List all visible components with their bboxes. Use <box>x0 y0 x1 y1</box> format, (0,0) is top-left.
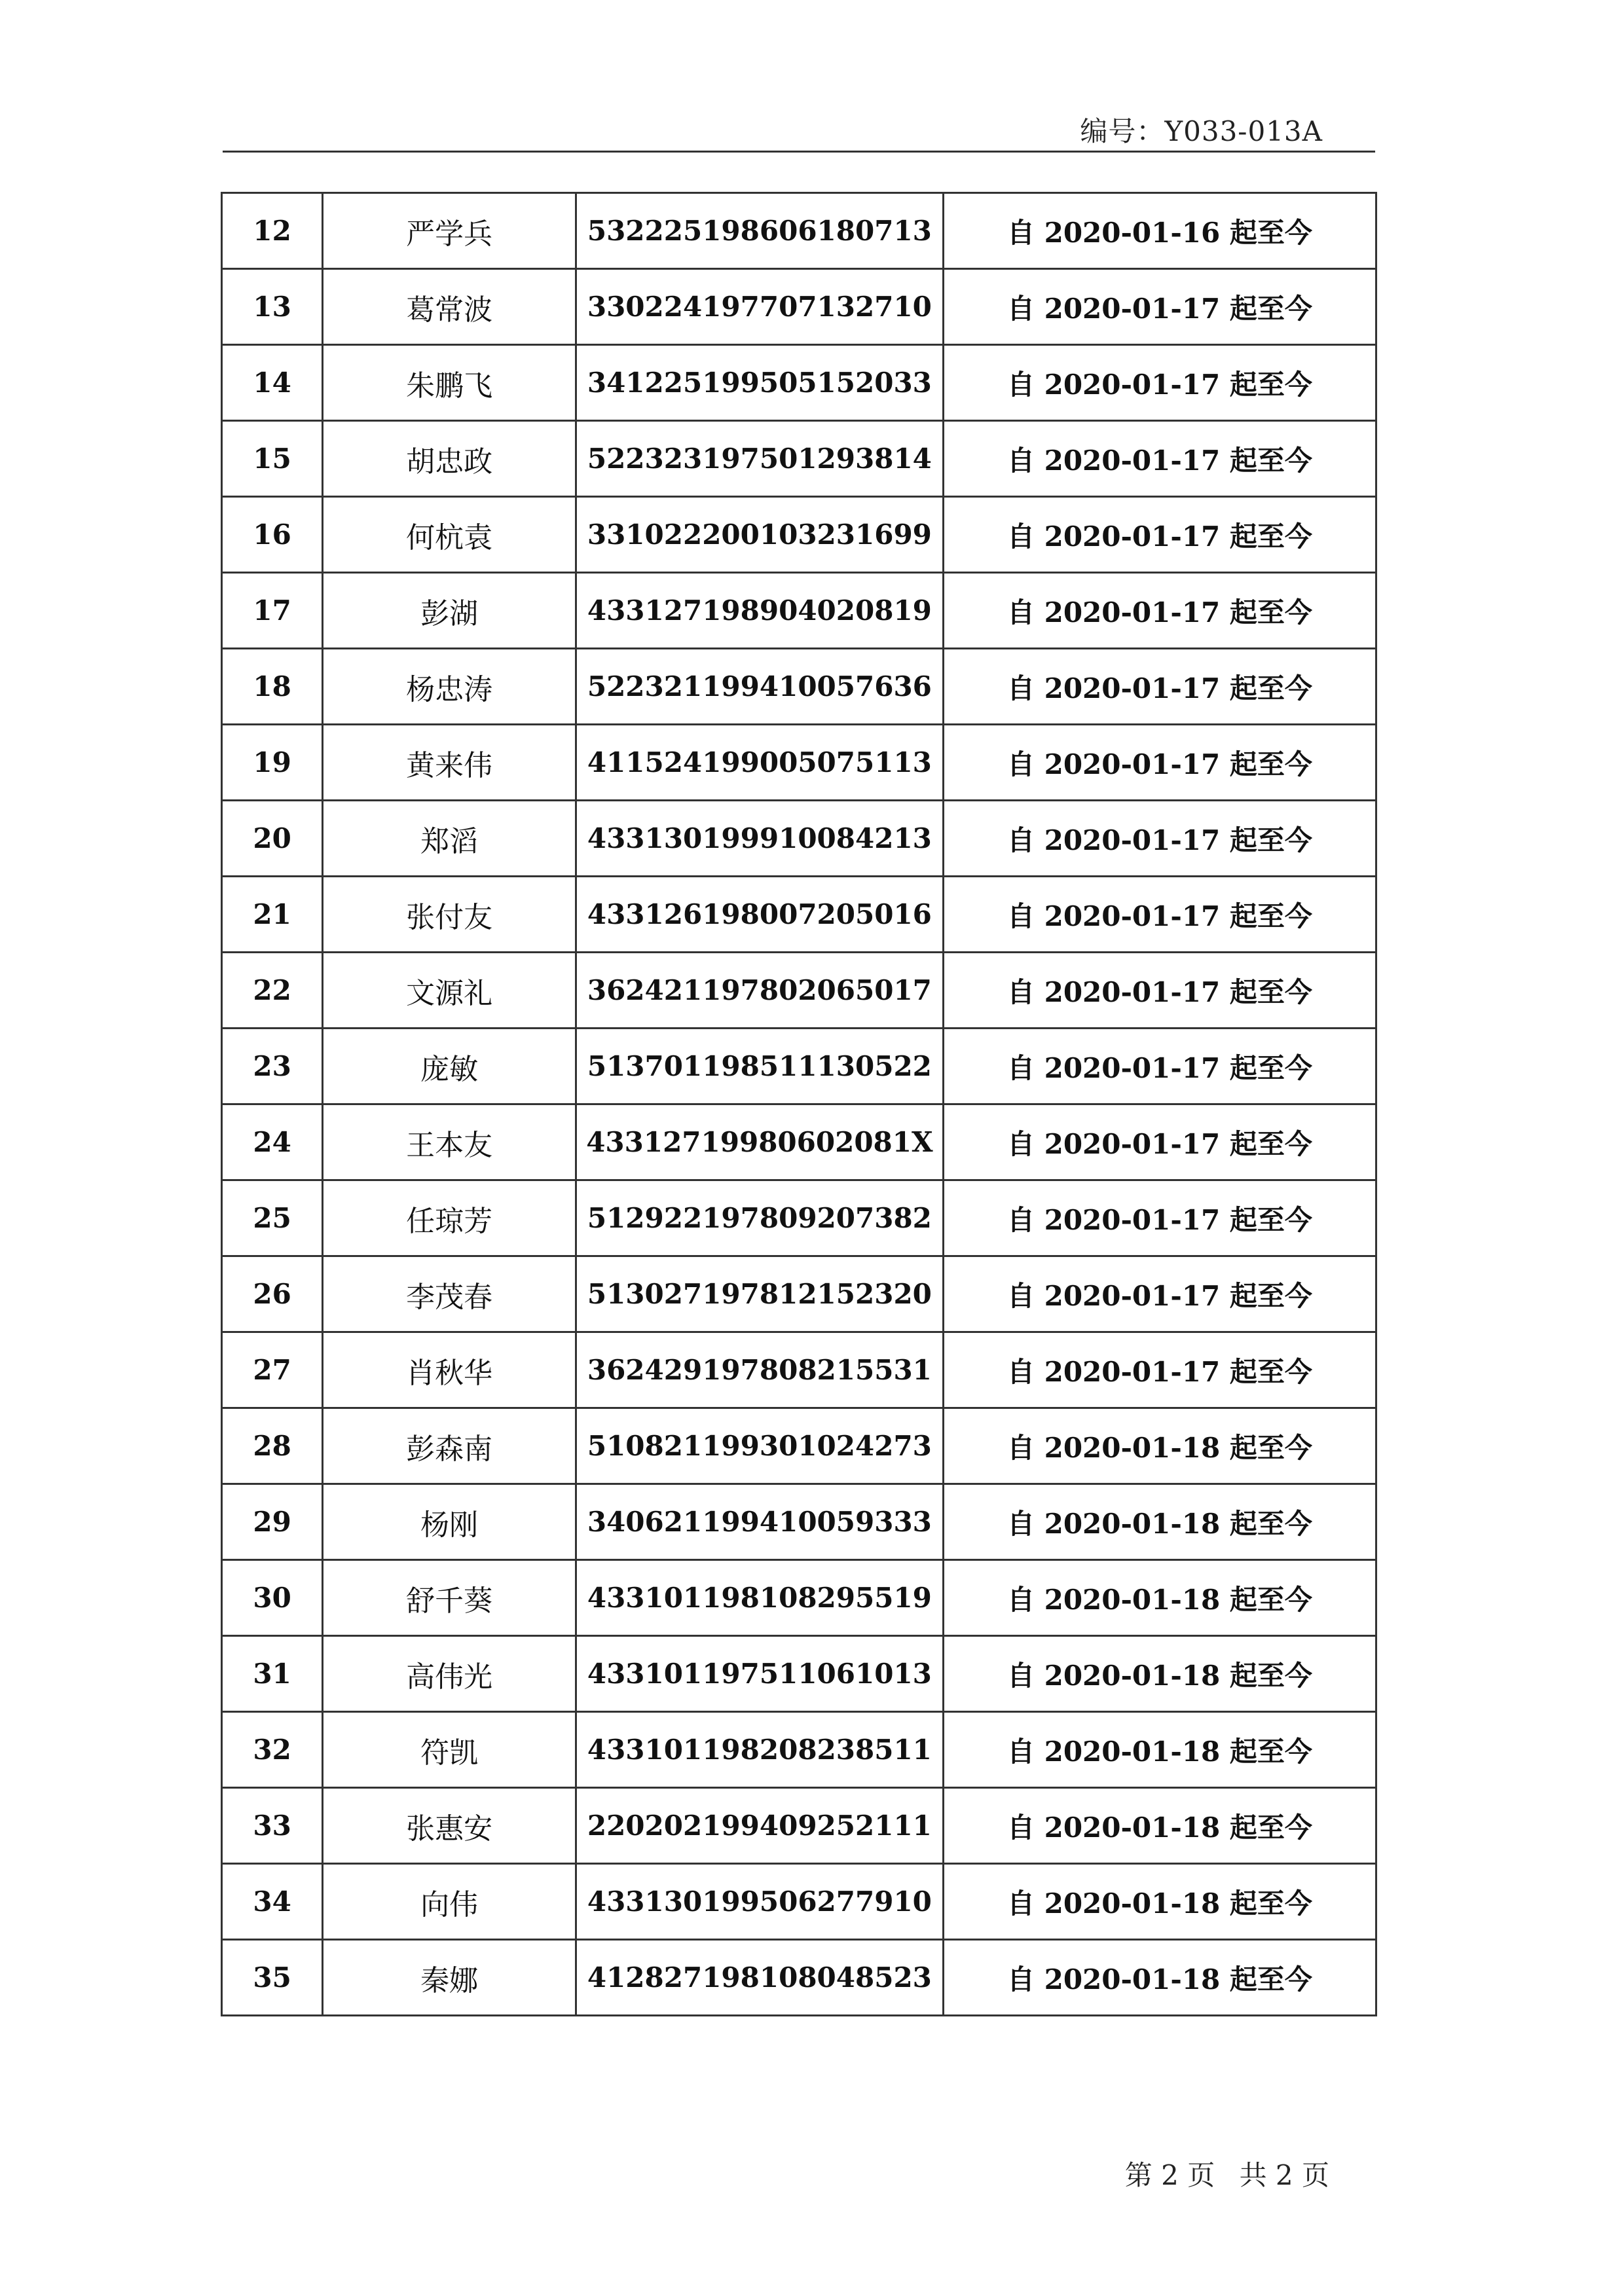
name-cell: 高伟光 <box>323 1636 576 1712</box>
name-cell: 张付友 <box>323 877 576 953</box>
name-cell: 彭湖 <box>323 573 576 649</box>
name-cell: 秦娜 <box>323 1940 576 2016</box>
period-cell: 自 2020-01-17 起至今 <box>943 1104 1376 1180</box>
id-number-cell: 433127198904020819 <box>576 573 943 649</box>
table-row <box>222 1864 1376 1940</box>
name-cell: 黄来伟 <box>323 725 576 801</box>
name-cell: 杨刚 <box>323 1484 576 1560</box>
id-number-cell: 340621199410059333 <box>576 1484 943 1560</box>
id-number-cell: 512922197809207382 <box>576 1180 943 1256</box>
row-number-cell: 17 <box>222 573 323 649</box>
name-cell: 符凯 <box>323 1712 576 1788</box>
row-number-cell: 15 <box>222 421 323 497</box>
row-number-cell: 32 <box>222 1712 323 1788</box>
id-number-cell: 331022200103231699 <box>576 497 943 573</box>
period-cell: 自 2020-01-17 起至今 <box>943 269 1376 345</box>
table-row <box>222 953 1376 1029</box>
name-cell: 文源礼 <box>323 953 576 1029</box>
table-row <box>222 421 1376 497</box>
document-code: 编号：Y033-013A <box>1080 115 1323 147</box>
period-cell: 自 2020-01-17 起至今 <box>943 421 1376 497</box>
id-number-cell: 362429197808215531 <box>576 1332 943 1408</box>
id-number-cell: 220202199409252111 <box>576 1788 943 1864</box>
period-cell: 自 2020-01-18 起至今 <box>943 1484 1376 1560</box>
row-number-cell: 23 <box>222 1029 323 1104</box>
name-cell: 庞敏 <box>323 1029 576 1104</box>
name-cell: 舒千葵 <box>323 1560 576 1636</box>
name-cell: 彭森南 <box>323 1408 576 1484</box>
id-number-cell: 433126198007205016 <box>576 877 943 953</box>
table-row <box>222 1788 1376 1864</box>
id-number-cell: 532225198606180713 <box>576 193 943 269</box>
period-cell: 自 2020-01-17 起至今 <box>943 725 1376 801</box>
table-row <box>222 877 1376 953</box>
name-cell: 任琼芳 <box>323 1180 576 1256</box>
period-cell: 自 2020-01-18 起至今 <box>943 1712 1376 1788</box>
table-row <box>222 1256 1376 1332</box>
row-number-cell: 21 <box>222 877 323 953</box>
name-cell: 何杭袁 <box>323 497 576 573</box>
header-rule <box>223 151 1375 153</box>
name-cell: 李茂春 <box>323 1256 576 1332</box>
table-row <box>222 193 1376 269</box>
name-cell: 向伟 <box>323 1864 576 1940</box>
period-cell: 自 2020-01-17 起至今 <box>943 1029 1376 1104</box>
name-cell: 严学兵 <box>323 193 576 269</box>
table-row <box>222 1712 1376 1788</box>
table-row <box>222 1484 1376 1560</box>
table-body <box>222 193 1376 2016</box>
period-cell: 自 2020-01-17 起至今 <box>943 877 1376 953</box>
table-row <box>222 649 1376 725</box>
table-row <box>222 725 1376 801</box>
row-number-cell: 34 <box>222 1864 323 1940</box>
row-number-cell: 30 <box>222 1560 323 1636</box>
period-cell: 自 2020-01-17 起至今 <box>943 649 1376 725</box>
period-cell: 自 2020-01-17 起至今 <box>943 573 1376 649</box>
period-cell: 自 2020-01-18 起至今 <box>943 1940 1376 2016</box>
id-number-cell: 433101198108295519 <box>576 1560 943 1636</box>
id-number-cell: 433101197511061013 <box>576 1636 943 1712</box>
row-number-cell: 33 <box>222 1788 323 1864</box>
name-cell: 肖秋华 <box>323 1332 576 1408</box>
row-number-cell: 13 <box>222 269 323 345</box>
name-cell: 王本友 <box>323 1104 576 1180</box>
period-cell: 自 2020-01-18 起至今 <box>943 1408 1376 1484</box>
table-row <box>222 1560 1376 1636</box>
name-cell: 胡忠政 <box>323 421 576 497</box>
name-cell: 杨忠涛 <box>323 649 576 725</box>
id-number-cell: 412827198108048523 <box>576 1940 943 2016</box>
period-cell: 自 2020-01-16 起至今 <box>943 193 1376 269</box>
row-number-cell: 20 <box>222 801 323 877</box>
period-cell: 自 2020-01-17 起至今 <box>943 345 1376 421</box>
name-cell: 郑滔 <box>323 801 576 877</box>
period-cell: 自 2020-01-17 起至今 <box>943 1180 1376 1256</box>
period-cell: 自 2020-01-18 起至今 <box>943 1864 1376 1940</box>
id-number-cell: 330224197707132710 <box>576 269 943 345</box>
row-number-cell: 27 <box>222 1332 323 1408</box>
row-number-cell: 31 <box>222 1636 323 1712</box>
row-number-cell: 35 <box>222 1940 323 2016</box>
page-total: 共 2 页 <box>1239 2159 1329 2191</box>
row-number-cell: 12 <box>222 193 323 269</box>
personnel-table <box>221 192 1377 2016</box>
id-number-cell: 433101198208238511 <box>576 1712 943 1788</box>
name-cell: 葛常波 <box>323 269 576 345</box>
table-row <box>222 497 1376 573</box>
period-cell: 自 2020-01-17 起至今 <box>943 1256 1376 1332</box>
id-number-cell: 411524199005075113 <box>576 725 943 801</box>
id-number-cell: 433130199506277910 <box>576 1864 943 1940</box>
id-number-cell: 522321199410057636 <box>576 649 943 725</box>
table-row <box>222 1104 1376 1180</box>
period-cell: 自 2020-01-18 起至今 <box>943 1788 1376 1864</box>
period-cell: 自 2020-01-17 起至今 <box>943 953 1376 1029</box>
table-row <box>222 269 1376 345</box>
table-row <box>222 1940 1376 2016</box>
row-number-cell: 22 <box>222 953 323 1029</box>
period-cell: 自 2020-01-17 起至今 <box>943 497 1376 573</box>
table-row <box>222 801 1376 877</box>
row-number-cell: 19 <box>222 725 323 801</box>
row-number-cell: 14 <box>222 345 323 421</box>
id-number-cell: 522323197501293814 <box>576 421 943 497</box>
id-number-cell: 341225199505152033 <box>576 345 943 421</box>
id-number-cell: 433130199910084213 <box>576 801 943 877</box>
row-number-cell: 24 <box>222 1104 323 1180</box>
page-footer <box>1125 2154 1329 2193</box>
table-row <box>222 1029 1376 1104</box>
period-cell: 自 2020-01-17 起至今 <box>943 1332 1376 1408</box>
period-cell: 自 2020-01-18 起至今 <box>943 1636 1376 1712</box>
row-number-cell: 28 <box>222 1408 323 1484</box>
period-cell: 自 2020-01-18 起至今 <box>943 1560 1376 1636</box>
table-row <box>222 573 1376 649</box>
id-number-cell: 43312719980602081X <box>576 1104 943 1180</box>
period-cell: 自 2020-01-17 起至今 <box>943 801 1376 877</box>
id-number-cell: 362421197802065017 <box>576 953 943 1029</box>
row-number-cell: 29 <box>222 1484 323 1560</box>
row-number-cell: 18 <box>222 649 323 725</box>
page-current: 第 2 页 <box>1124 2159 1215 2191</box>
id-number-cell: 513701198511130522 <box>576 1029 943 1104</box>
name-cell: 张惠安 <box>323 1788 576 1864</box>
table-row <box>222 1636 1376 1712</box>
table-row <box>222 1332 1376 1408</box>
row-number-cell: 16 <box>222 497 323 573</box>
id-number-cell: 510821199301024273 <box>576 1408 943 1484</box>
table-row <box>222 345 1376 421</box>
table-row <box>222 1180 1376 1256</box>
table-row <box>222 1408 1376 1484</box>
row-number-cell: 26 <box>222 1256 323 1332</box>
id-number-cell: 513027197812152320 <box>576 1256 943 1332</box>
name-cell: 朱鹏飞 <box>323 345 576 421</box>
row-number-cell: 25 <box>222 1180 323 1256</box>
